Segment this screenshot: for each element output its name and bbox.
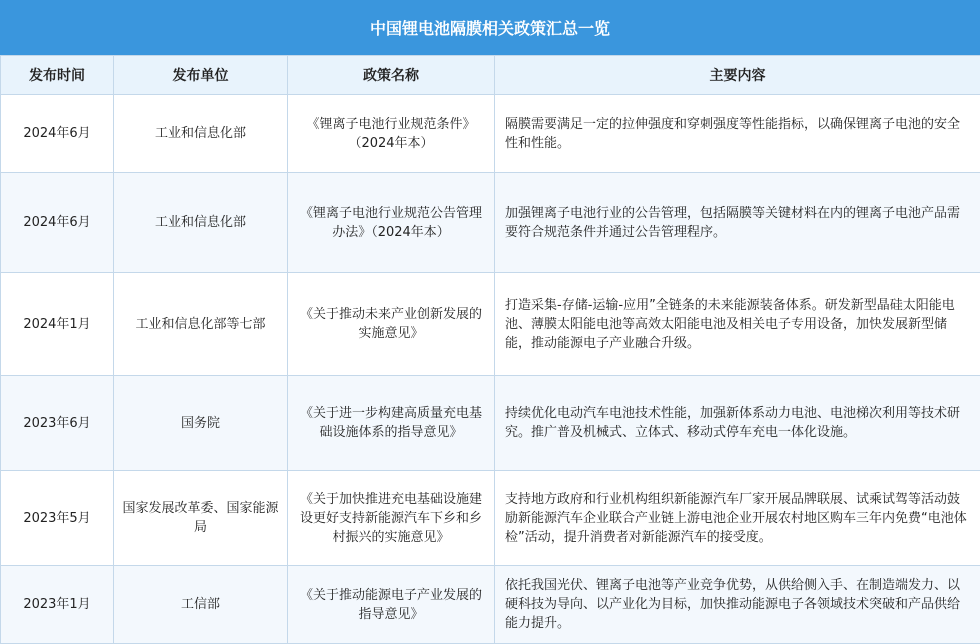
cell-content: 持续优化电动汽车电池技术性能，加强新体系动力电池、电池梯次利用等技术研究。推广普及机械式、立体式、移动式停车充电一体化设施。	[495, 376, 980, 471]
cell-policy-name: 《锂离子电池行业规范条件》（2024年本）	[288, 95, 495, 173]
table-row	[1, 95, 980, 173]
cell-date: 2024年6月	[1, 95, 114, 173]
cell-policy-name: 《锂离子电池行业规范公告管理办法》（2024年本）	[288, 173, 495, 273]
table-row	[1, 273, 980, 376]
cell-policy-name: 《关于推动能源电子产业发展的指导意见》	[288, 566, 495, 644]
table-row	[1, 471, 980, 566]
cell-date: 2023年1月	[1, 566, 114, 644]
table-row	[1, 173, 980, 273]
cell-policy-name: 《关于进一步构建高质量充电基础设施体系的指导意见》	[288, 376, 495, 471]
header-policy-name: 政策名称	[288, 56, 495, 95]
cell-policy-name: 《关于推动未来产业创新发展的实施意见》	[288, 273, 495, 376]
cell-date: 2023年6月	[1, 376, 114, 471]
header-content: 主要内容	[495, 56, 980, 95]
cell-unit: 工信部	[114, 566, 288, 644]
cell-unit: 工业和信息化部	[114, 173, 288, 273]
cell-date: 2023年5月	[1, 471, 114, 566]
cell-unit: 国务院	[114, 376, 288, 471]
cell-content: 打造采集-存储-运输-应用”全链条的未来能源装备体系。研发新型晶硅太阳能电池、薄膜太阳能电池等高效太阳能电池及相关电子专用设备，加快发展新型储能，推动能源电子产业融合升级。	[495, 273, 980, 376]
cell-policy-name: 《关于加快推进充电基础设施建设更好支持新能源汽车下乡和乡村振兴的实施意见》	[288, 471, 495, 566]
cell-content: 支持地方政府和行业机构组织新能源汽车厂家开展品牌联展、试乘试驾等活动鼓励新能源汽车企业联合产业链上游电池企业开展农村地区购车三年内免费“电池体检”活动，提升消费者对新能源汽车的接受度。	[495, 471, 980, 566]
header-unit: 发布单位	[114, 56, 288, 95]
header-row	[1, 56, 980, 95]
cell-content: 依托我国光伏、锂离子电池等产业竞争优势，从供给侧入手、在制造端发力、以硬科技为导向、以产业化为目标，加快推动能源电子各领域技术突破和产品供给能力提升。	[495, 566, 980, 644]
cell-unit: 工业和信息化部	[114, 95, 288, 173]
cell-date: 2024年1月	[1, 273, 114, 376]
policy-table	[0, 55, 980, 644]
cell-content: 加强锂离子电池行业的公告管理，包括隔膜等关键材料在内的锂离子电池产品需要符合规范条件并通过公告管理程序。	[495, 173, 980, 273]
cell-content: 隔膜需要满足一定的拉伸强度和穿刺强度等性能指标，以确保锂离子电池的安全性和性能。	[495, 95, 980, 173]
cell-unit: 国家发展改革委、国家能源局	[114, 471, 288, 566]
cell-unit: 工业和信息化部等七部	[114, 273, 288, 376]
table-title: 中国锂电池隔膜相关政策汇总一览	[0, 0, 980, 55]
header-date: 发布时间	[1, 56, 114, 95]
table-row	[1, 376, 980, 471]
table-row	[1, 566, 980, 644]
cell-date: 2024年6月	[1, 173, 114, 273]
